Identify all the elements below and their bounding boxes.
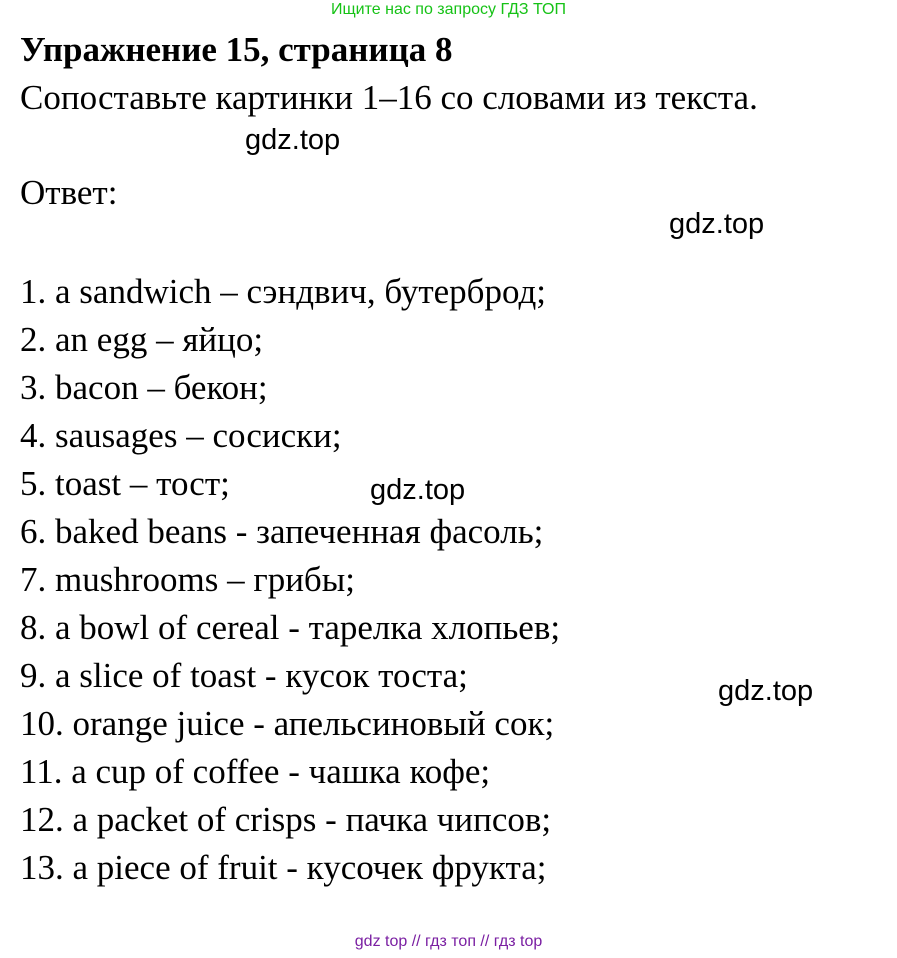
answer-label: Ответ: [20,173,118,212]
watermark: gdz.top [669,208,765,240]
answer-item: 13. a piece of fruit - кусочек фрукта; [20,848,547,887]
watermark: gdz.top [370,474,466,506]
answer-list [20,270,560,894]
watermark: gdz.top [245,124,341,156]
top-banner: Ищите нас по запросу ГДЗ ТОП [331,1,566,18]
answer-item: 3. bacon – бекон; [20,368,268,407]
answer-item: 8. a bowl of cereal - тарелка хлопьев; [20,608,561,647]
answer-item: 1. a sandwich – сэндвич, бутерброд; [20,272,546,311]
answer-item: 5. toast – тост; [20,464,230,503]
answer-item: 2. an egg – яйцо; [20,320,264,359]
answer-item: 12. a packet of crisps - пачка чипсов; [20,800,552,839]
exercise-instruction: Сопоставьте картинки 1–16 со словами из текста. [20,78,758,117]
watermark: gdz.top [718,675,814,707]
answer-item: 9. a slice of toast - кусок тоста; [20,656,468,695]
answer-item: 6. baked beans - запеченная фасоль; [20,512,544,551]
bottom-banner: gdz top // гдз топ // гдз top [354,933,543,950]
answer-item: 7. mushrooms – грибы; [20,560,355,599]
answer-item: 10. orange juice - апельсиновый сок; [20,704,555,743]
answer-item: 4. sausages – сосиски; [20,416,342,455]
answer-item: 11. a cup of coffee - чашка кофе; [20,752,491,791]
exercise-title: Упражнение 15, страница 8 [20,30,453,69]
